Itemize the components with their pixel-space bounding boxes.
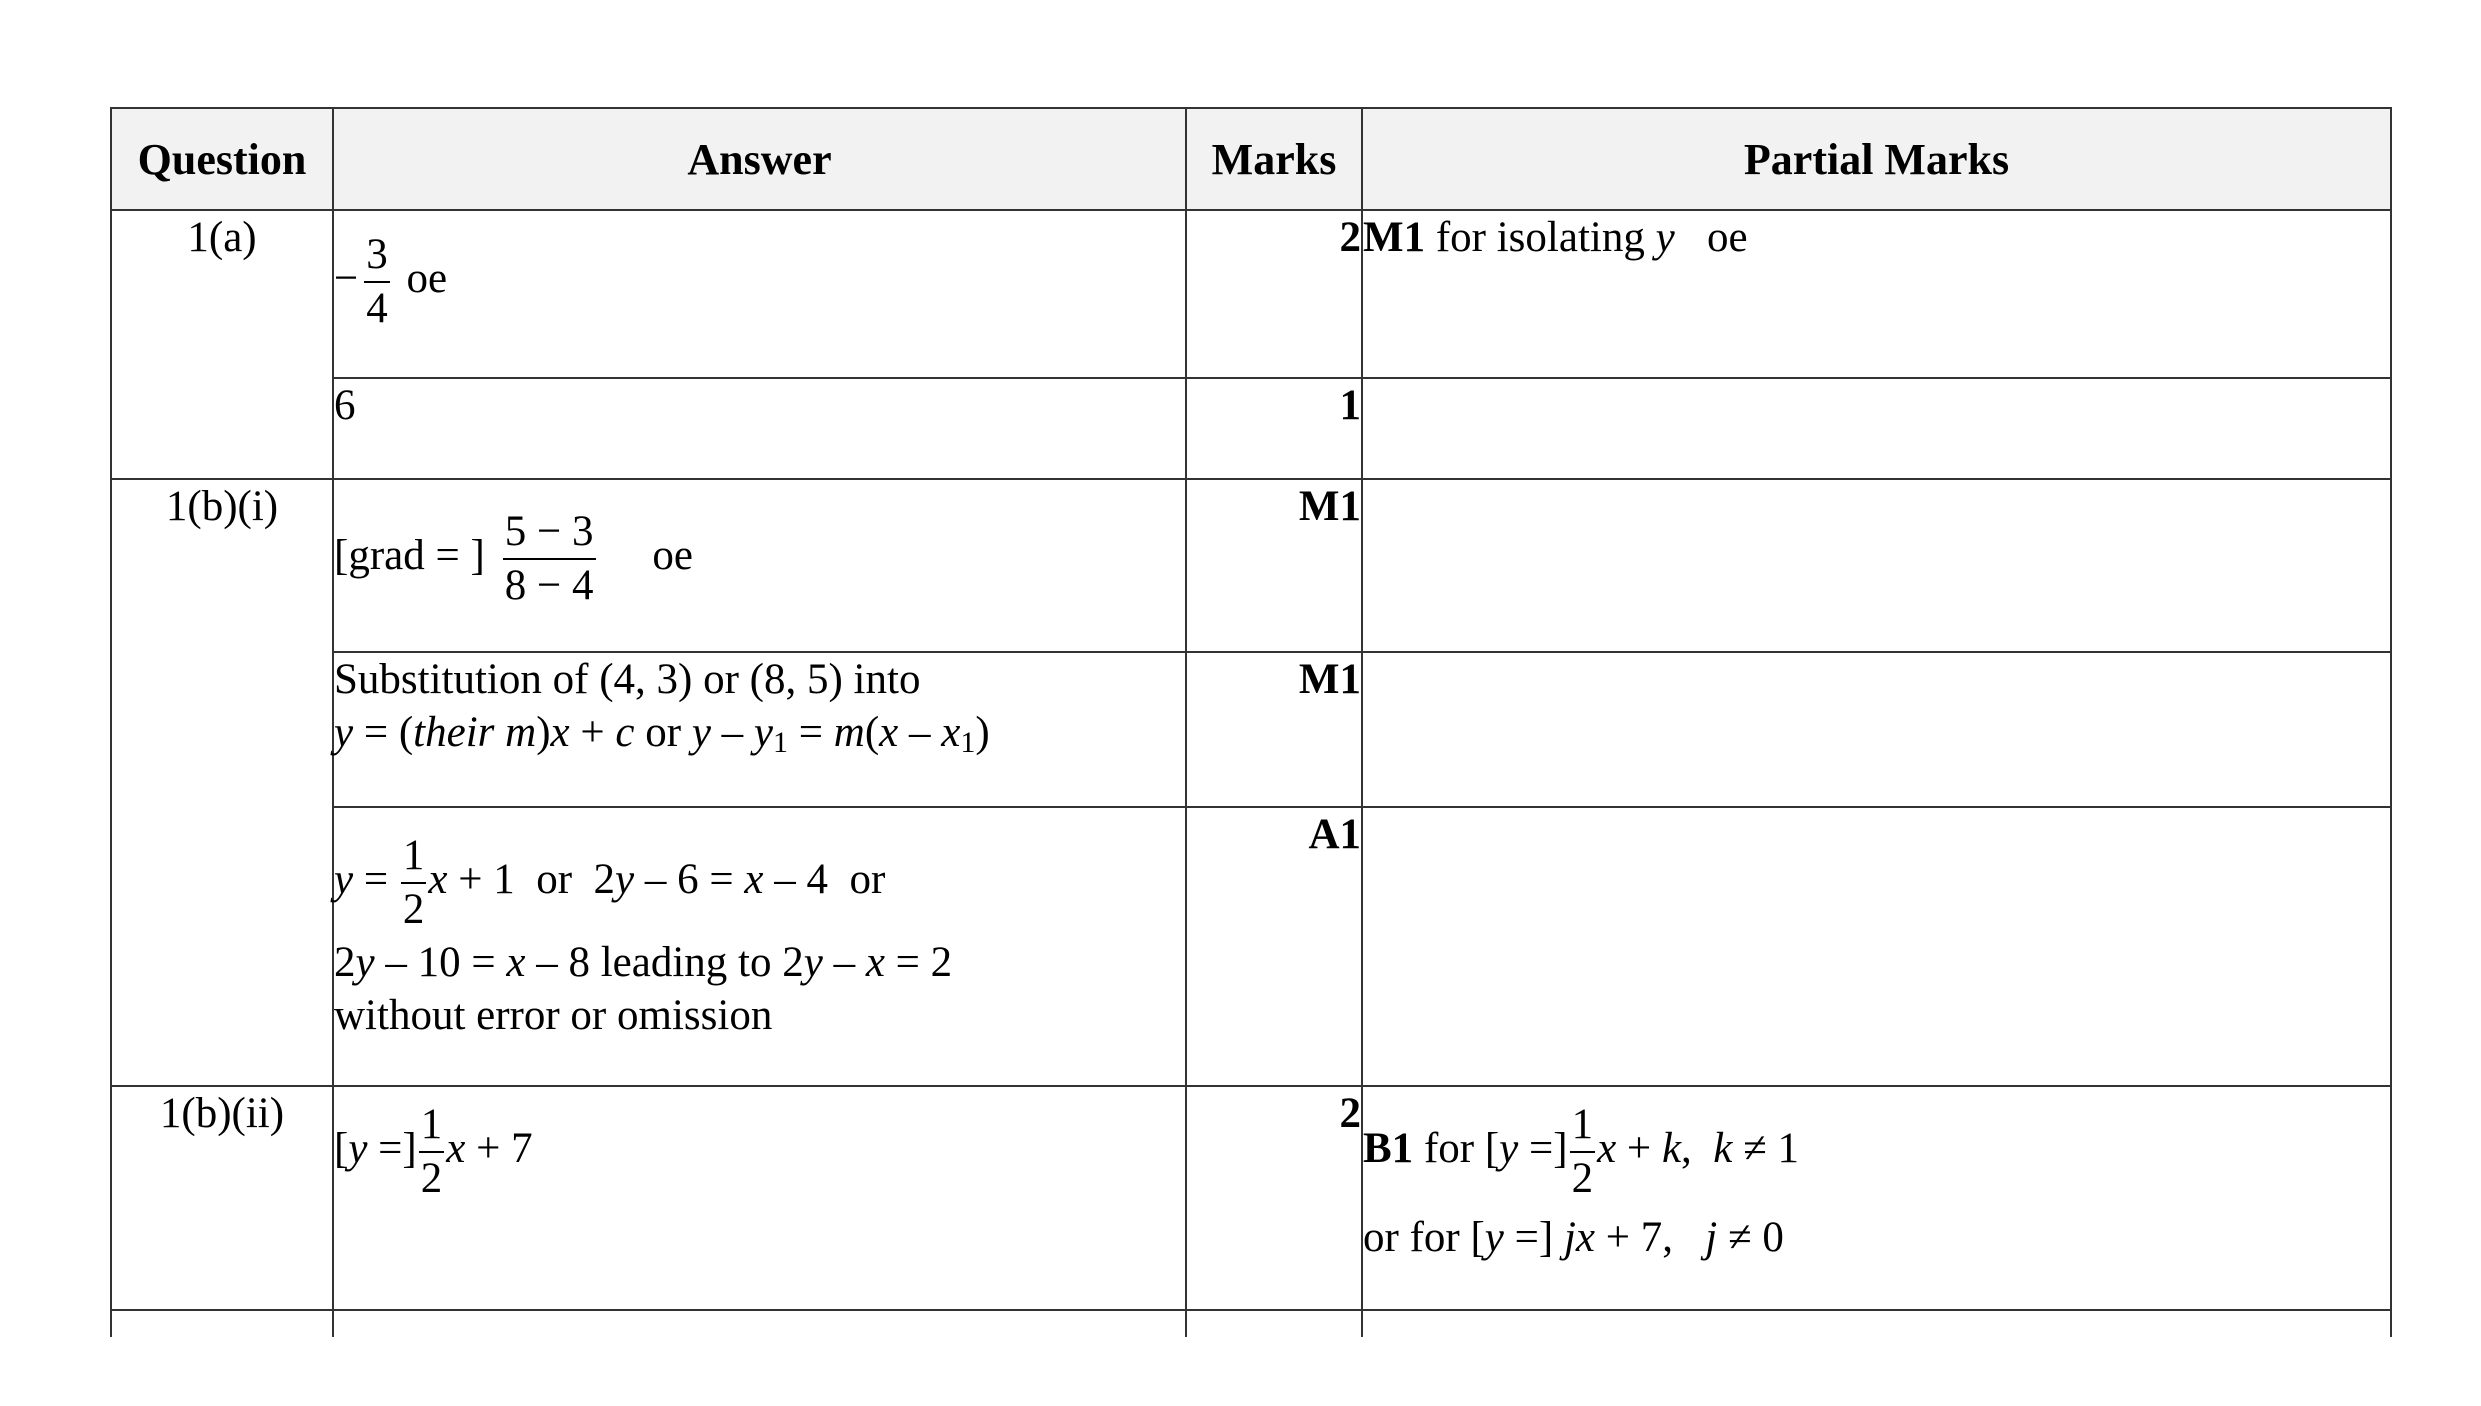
oe-label: oe — [1706, 214, 1748, 261]
text: – 8 leading to 2 — [525, 939, 804, 986]
table-row — [111, 479, 2391, 652]
text: – 10 = — [374, 939, 507, 986]
answer-line — [334, 706, 1185, 769]
partial-line — [1363, 1099, 2390, 1205]
marks-cell — [1186, 378, 1362, 479]
variable: y — [1655, 214, 1675, 261]
answer-line: Substitution of (4, 3) or (8, 5) into — [334, 656, 921, 703]
mark-code: B1 — [1363, 1124, 1414, 1172]
fraction — [401, 830, 427, 936]
variable: x — [941, 709, 961, 756]
question-number: 1(b)(i) — [165, 483, 279, 530]
text: ≠ 0 — [1717, 1214, 1784, 1261]
question-cell — [111, 210, 333, 479]
fraction — [503, 506, 596, 612]
variable: x — [1597, 1124, 1617, 1172]
text: or — [634, 709, 692, 756]
partial-marks-cell — [1362, 1310, 2391, 1337]
variable: y — [1499, 1124, 1519, 1172]
text: – 6 = — [634, 855, 745, 903]
text: =] — [1518, 1124, 1568, 1172]
text: =] — [367, 1124, 417, 1172]
answer-cell — [333, 1086, 1186, 1310]
subscript: 1 — [773, 726, 788, 759]
numerator: 1 — [1570, 1099, 1596, 1153]
text: or for [ — [1363, 1214, 1485, 1261]
header-partial-marks: Partial Marks — [1362, 108, 2391, 210]
text: = 2 — [884, 939, 953, 986]
marks-cell — [1186, 1086, 1362, 1310]
text: + 1 or 2 — [447, 855, 616, 903]
marks-cell — [1186, 1310, 1362, 1337]
variable: x — [428, 855, 448, 903]
marks-cell — [1186, 652, 1362, 807]
denominator: 8 − 4 — [504, 562, 594, 609]
partial-marks-cell — [1362, 210, 2391, 378]
answer-cell — [333, 210, 1186, 378]
answer-cell — [333, 807, 1186, 1086]
marks-cell — [1186, 479, 1362, 652]
answer-cell — [333, 479, 1186, 652]
text: + — [569, 709, 616, 756]
table-row — [111, 1086, 2391, 1310]
partial-text: for isolating — [1435, 214, 1645, 261]
partial-marks-cell — [1362, 378, 2391, 479]
text: + — [1616, 1124, 1662, 1172]
text: ( — [864, 709, 880, 756]
text: – — [898, 709, 942, 756]
header-marks: Marks — [1186, 108, 1362, 210]
text: + 7, — [1595, 1214, 1706, 1261]
numerator: 3 — [364, 229, 390, 283]
variable: y — [691, 709, 711, 756]
table-row — [111, 210, 2391, 378]
variable: x — [879, 709, 899, 756]
variable: y — [334, 709, 354, 756]
variable: y — [615, 855, 635, 903]
marks-value: M1 — [1298, 656, 1361, 703]
variable: x — [744, 855, 764, 903]
variable: y — [753, 709, 773, 756]
answer-cell — [333, 652, 1186, 807]
denominator: 2 — [402, 886, 425, 933]
question-cell — [111, 1086, 333, 1310]
subscript: 1 — [960, 726, 976, 759]
text: + 7 — [465, 1124, 533, 1172]
question-number: 1(a) — [187, 214, 257, 261]
variable: c — [615, 709, 635, 756]
text: ≠ 1 — [1732, 1124, 1799, 1172]
marks-value: 2 — [1339, 214, 1361, 261]
variable: their m — [413, 709, 537, 756]
text: ) — [975, 709, 990, 756]
answer-cell — [333, 378, 1186, 479]
variable: y — [1484, 1214, 1504, 1261]
marks-value: A1 — [1308, 811, 1361, 858]
text: – — [710, 709, 754, 756]
text: 2 — [334, 939, 356, 986]
partial-marks-cell — [1362, 807, 2391, 1086]
text: – 4 or — [763, 855, 886, 903]
variable: x — [550, 709, 570, 756]
variable: y — [334, 855, 354, 903]
denominator: 2 — [420, 1155, 443, 1202]
header-row — [111, 108, 2391, 210]
marks-value: M1 — [1298, 483, 1361, 530]
text: = ( — [353, 709, 414, 756]
answer-line — [334, 936, 1185, 989]
variable: x — [506, 939, 526, 986]
text: = — [353, 855, 399, 903]
fraction — [419, 1099, 445, 1205]
fraction — [364, 229, 390, 335]
variable: k — [1661, 1124, 1682, 1172]
marks-cell — [1186, 210, 1362, 378]
numerator: 5 − 3 — [503, 506, 596, 560]
partial-line — [1363, 1211, 2390, 1264]
variable: j — [1705, 1214, 1718, 1261]
question-cell — [111, 1310, 333, 1337]
variable: y — [355, 939, 375, 986]
question-number: 1(b)(ii) — [159, 1090, 285, 1137]
header-answer: Answer — [333, 108, 1186, 210]
text: [ — [334, 1124, 349, 1172]
variable: x — [446, 1124, 466, 1172]
answer-cell — [333, 1310, 1186, 1337]
marks-value: 2 — [1339, 1090, 1361, 1137]
text: = — [788, 709, 834, 756]
mark-scheme-table — [110, 107, 2392, 1337]
table-row — [111, 807, 2391, 1086]
table-row — [111, 652, 2391, 807]
marks-value: 1 — [1339, 382, 1361, 429]
partial-marks-cell — [1362, 479, 2391, 652]
table-row-continuation — [111, 1310, 2391, 1337]
fraction — [1570, 1099, 1596, 1205]
text: =] — [1503, 1214, 1564, 1261]
variable: x — [865, 939, 885, 986]
minus-sign: − — [334, 254, 359, 302]
denominator: 2 — [1571, 1155, 1594, 1202]
variable: jx — [1563, 1214, 1595, 1261]
variable: y — [803, 939, 823, 986]
marks-cell — [1186, 807, 1362, 1086]
text: , — [1681, 1124, 1714, 1172]
answer-value: 6 — [334, 382, 356, 429]
table-row — [111, 378, 2391, 479]
partial-marks-cell — [1362, 652, 2391, 807]
denominator: 4 — [366, 285, 388, 332]
question-cell — [111, 479, 333, 1086]
answer-line: without error or omission — [334, 992, 773, 1039]
variable: k — [1713, 1124, 1733, 1172]
header-question: Question — [111, 108, 333, 210]
numerator: 1 — [419, 1099, 445, 1153]
numerator: 1 — [401, 830, 427, 884]
oe-label: oe — [406, 254, 448, 302]
text: – — [822, 939, 866, 986]
mark-code: M1 — [1363, 214, 1426, 261]
grad-label: [grad = ] — [334, 531, 485, 579]
oe-label: oe — [652, 531, 693, 579]
partial-marks-cell — [1362, 1086, 2391, 1310]
text: ) — [536, 709, 551, 756]
variable: y — [348, 1124, 368, 1172]
variable: m — [833, 709, 865, 756]
answer-line — [334, 830, 1185, 936]
text: for [ — [1413, 1124, 1500, 1172]
